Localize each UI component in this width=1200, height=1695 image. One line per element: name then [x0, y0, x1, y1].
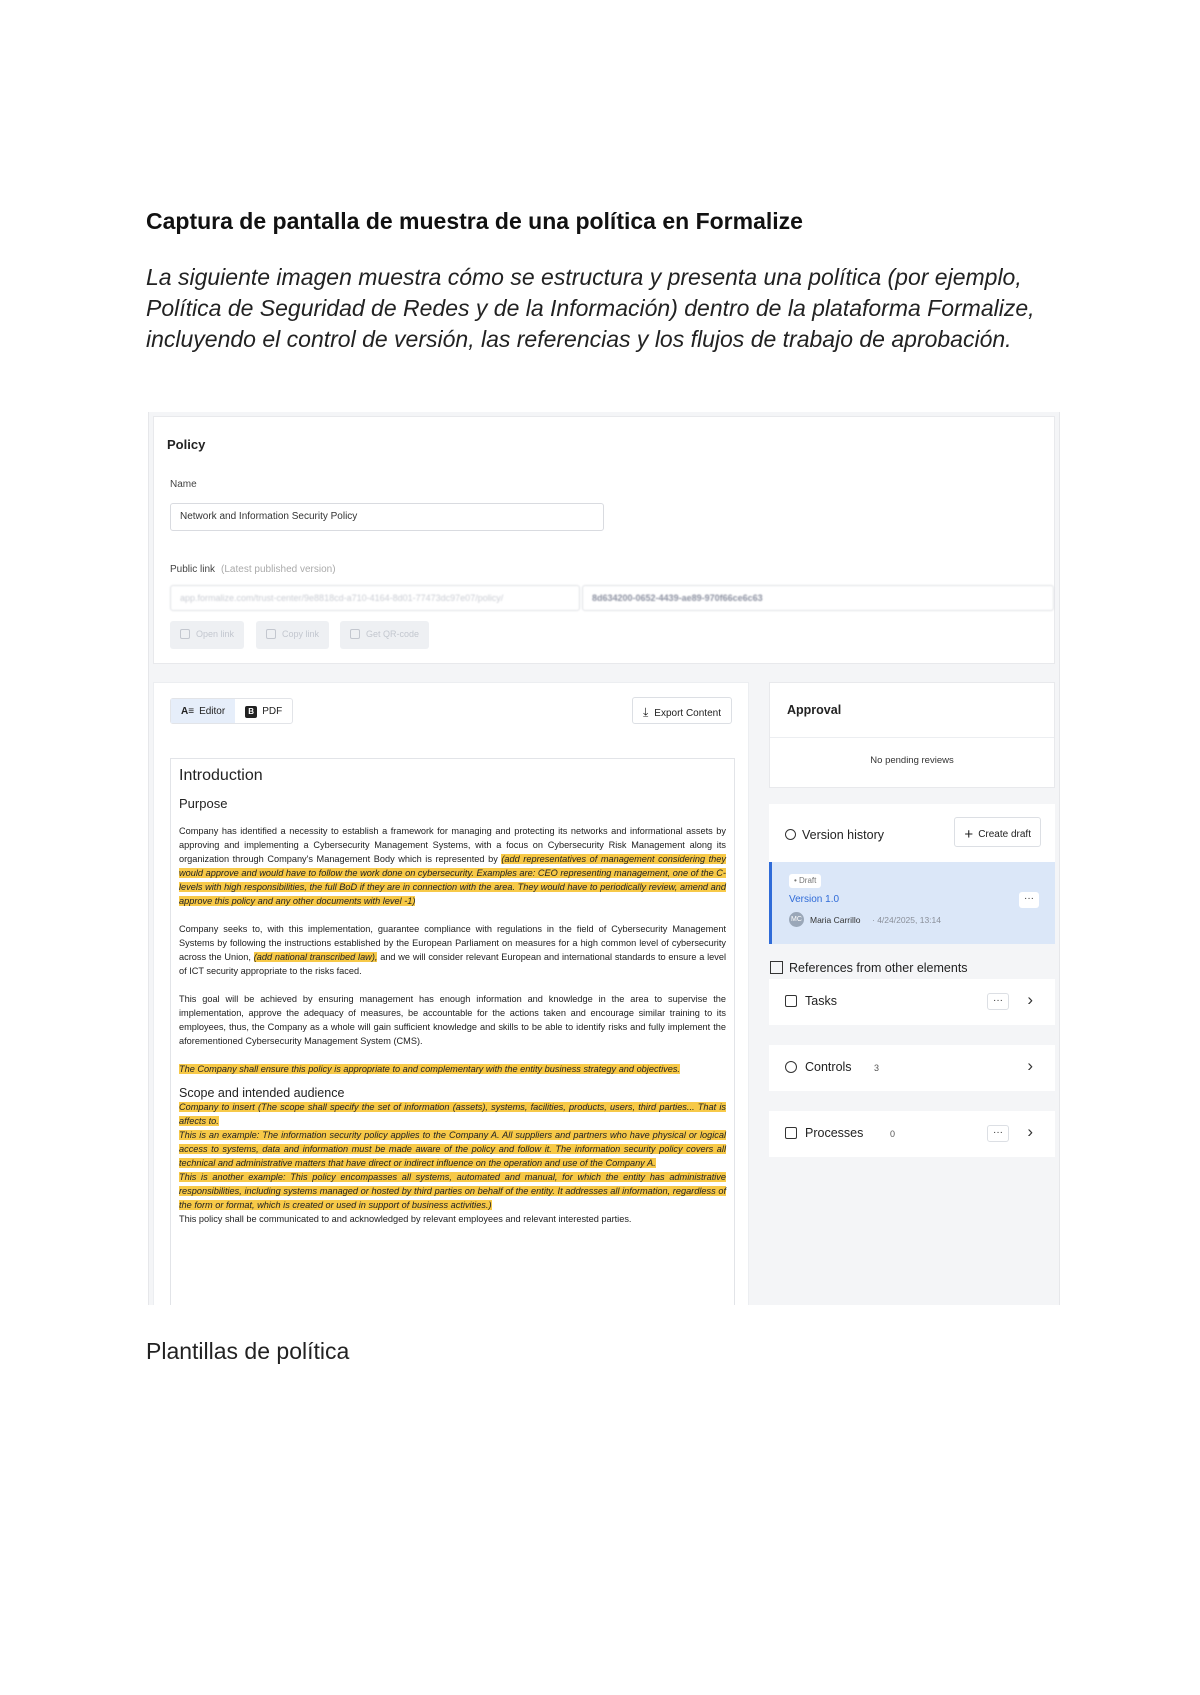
plus-icon: + — [964, 826, 974, 843]
version-more-button[interactable]: ··· — [1019, 892, 1039, 908]
reference-label: Controls — [805, 1060, 852, 1074]
qr-code-button[interactable]: Get QR-code — [340, 621, 429, 649]
chevron-right-icon[interactable]: › — [1027, 1056, 1033, 1075]
section-introduction: Introduction — [179, 767, 263, 784]
policy-name-input[interactable]: Network and Information Security Policy — [170, 503, 604, 531]
chevron-right-icon[interactable]: › — [1027, 990, 1033, 1009]
processes-count: 0 — [890, 1129, 896, 1139]
version-label: Version 1.0 — [789, 894, 840, 905]
controls-count: 3 — [874, 1063, 880, 1073]
qr-code-icon — [350, 629, 360, 639]
process-icon — [785, 1127, 797, 1139]
export-content-button[interactable]: ⤓ Export Content — [632, 697, 732, 724]
editor-card — [153, 682, 749, 1305]
download-icon: ⤓ — [642, 705, 649, 719]
copy-link-button[interactable]: Copy link — [256, 621, 329, 649]
paragraph: The Company shall ensure this policy is appropriate to and complementary with the entity business strategy and objectives. — [179, 1064, 680, 1074]
paragraph: Company seeks to, with this implementation, guarantee compliance with regulations in the field of Cybersecurity Management Systems by following the instructions established by the European Parliament on measures for a high common level of cybersecurity across the Union, (add national transcribed law), and we will consider relevant European and international standards to ensure a level of ICT security appropriate to the risks faced. — [179, 924, 727, 976]
divider — [770, 737, 1054, 738]
approval-title: Approval — [787, 703, 842, 717]
document-heading: Captura de pantalla de muestra de una política en Formalize — [146, 208, 803, 234]
version-author: Maria Carrillo — [810, 915, 861, 925]
document-footer-text: Plantillas de política — [146, 1338, 350, 1364]
public-link-label: Public link (Latest published version) — [170, 564, 336, 575]
policy-document-editor[interactable] — [170, 758, 735, 1305]
avatar: MC — [789, 912, 804, 927]
section-scope: Scope and intended audience — [179, 1086, 345, 1100]
reference-controls[interactable] — [769, 1045, 1055, 1091]
version-date: · 4/24/2025, 13:14 — [872, 915, 942, 925]
view-tabs — [170, 698, 293, 724]
external-link-icon — [180, 629, 190, 639]
reference-label: Processes — [805, 1126, 864, 1140]
section-purpose: Purpose — [179, 796, 228, 811]
name-label: Name — [170, 479, 197, 490]
reference-label: Tasks — [805, 994, 837, 1008]
copy-icon — [266, 629, 276, 639]
policy-title: Policy — [167, 437, 206, 452]
paragraph: This goal will be achieved by ensuring management has enough information and knowledge in the area to supervise the implementation, approve the adequacy of measures, be accountable for the actions taken and encourage similar training to its employees, thus, the Company as a whole will gain sufficient knowledge and skills to be able to identify risks and fully implement the aforementioned Cybersecurity Management System (CMS). — [179, 994, 726, 1046]
editor-icon: A≡ — [181, 706, 195, 717]
draft-badge: • Draft — [789, 874, 821, 888]
paragraph: This is another example: This policy encompasses all systems, automated and manual, for which the entity has administrative responsibilities, including systems managed or hosted by third parties on behalf of the entity. It addresses all information, regardless of the form or format, which is created or used in support of business activities.) — [179, 1172, 726, 1210]
version-history-title: Version history — [785, 828, 884, 842]
processes-more-button[interactable]: ··· — [987, 1125, 1009, 1142]
formalize-screenshot — [148, 412, 1060, 1305]
paragraph: This is an example: The information security policy applies to the Company A. All suppliers and partners who have physical or logical access to systems, data and information must be made aware of the policy and follow it. The information security policy covers all technical and administrative matters that have direct or indirect influence on the operation and use of the Company A. — [179, 1130, 726, 1168]
create-draft-button[interactable]: + Create draft — [954, 817, 1041, 847]
tasks-more-button[interactable]: ··· — [987, 993, 1009, 1010]
policy-card — [153, 416, 1055, 664]
document-intro: La siguiente imagen muestra cómo se estructura y presenta una política (por ejemplo, Política de Seguridad de Redes y de la Información) dentro de la plataforma Formalize, incluyendo el control de versión, las referencias y los flujos de trabajo de aprobación. — [146, 264, 1035, 352]
paragraph: Company has identified a necessity to establish a framework for managing and protecting its networks and informational assets by approving and implementing a Cybersecurity Management Systems, with a focus on Cybersecurity Risk Management along its organization through Company's Management Body which is represented by (add representatives of management considering they would approve and would have to follow the work done on cybersecurity. Examples are: CEO representing management, one of the C-levels with high responsibilities, the full BoD if they are in connection with the area. They would have to periodically review, amend and approve this policy and any other documents with level -1) — [179, 826, 727, 906]
approval-card — [769, 682, 1055, 788]
public-link-url[interactable]: app.formalize.com/trust-center/9e8818cd-a710-4164-8d01-77473dc97e07/policy/ — [170, 585, 580, 611]
pdf-icon: B — [245, 706, 257, 718]
tasks-icon — [785, 995, 797, 1007]
paragraph: This policy shall be communicated to and acknowledged by relevant employees and relevant interested parties. — [179, 1214, 632, 1224]
references-title: References from other elements — [770, 961, 968, 975]
check-circle-icon — [785, 1061, 797, 1073]
open-link-button[interactable]: Open link — [170, 621, 244, 649]
public-link-id[interactable]: 8d634200-0652-4439-ae89-970f66ce6c63 — [582, 585, 1054, 611]
tab-pdf[interactable]: B PDF — [235, 699, 292, 723]
no-pending-reviews: No pending reviews — [870, 755, 954, 766]
reference-processes[interactable] — [769, 1111, 1055, 1157]
external-link-icon — [770, 961, 783, 974]
version-item[interactable] — [769, 862, 1055, 944]
clock-icon — [785, 829, 796, 840]
chevron-right-icon[interactable]: › — [1027, 1122, 1033, 1141]
paragraph: Company to insert (The scope shall specify the set of information (assets), systems, facilities, products, users, third parties... That is affects to. — [179, 1102, 726, 1126]
version-history-card — [769, 804, 1055, 944]
tab-editor[interactable]: A≡ Editor — [171, 699, 235, 723]
reference-tasks[interactable] — [769, 979, 1055, 1025]
